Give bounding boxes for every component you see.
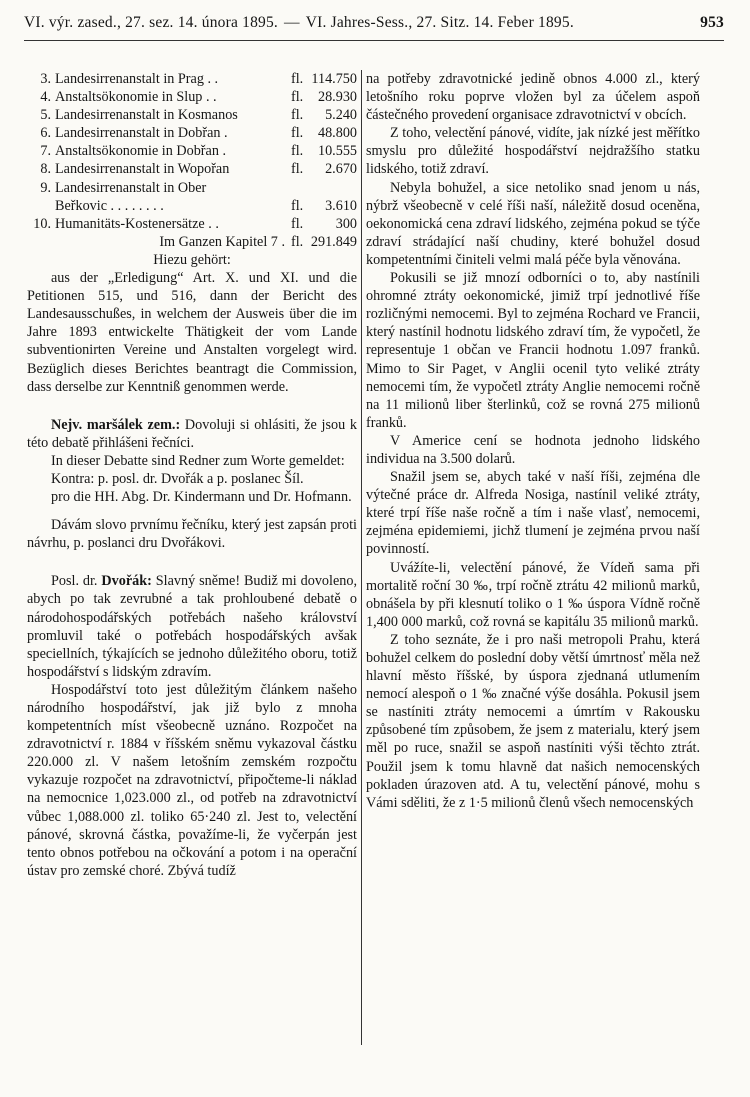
item-number: 6. [40,125,51,142]
budget-item [27,142,357,160]
item-currency: fl. [291,161,304,178]
right-column [366,70,700,812]
item-currency: fl. [291,215,304,232]
item-amount [305,179,357,197]
header-czech [24,14,574,32]
floor-given-paragraph: Dávám slovo prvnímu řečníku, který jest zapsán proti návrhu, p. poslanci dru Dvořákovi. [27,517,357,552]
header-separator: — [284,14,300,31]
marshal-paragraph [27,416,357,452]
budget-item [27,88,357,106]
item-amount: 28.930 [317,89,357,106]
running-header [24,14,724,41]
budget-item [27,215,357,233]
hiezu-heading: Hiezu gehört: [153,251,231,268]
speaker-prefix: Posl. dr. [51,573,102,590]
total-amount: 291.849 [310,233,357,250]
item-name: Landesirrenanstalt in Dobřan . [55,125,228,142]
item-amount: 300 [335,215,357,232]
item-name: Landesirrenanstalt in Prag . . [55,71,219,87]
budget-item [27,160,357,178]
item-number: 3. [40,71,51,87]
page-number: 953 [700,14,724,31]
total-label: Im Ganzen Kapitel 7 . [159,233,285,250]
item-number: 8. [40,161,51,178]
speaker-name: Nejv. maršálek zem.: [51,416,181,433]
item-name: Beřkovic . . . . . . . . [55,197,164,214]
dvorak-text: Slavný sněme! Budiž mi dovoleno, abych po tak zevrubné a tak prohloubené debatě o národohospodářských potřebách našeho království promluvil také o potřebách hospodářských avšak speciellních, týkajících se jednoho důležitého oboru, totiž hospodářství s lidským zdravím. [27,573,357,680]
item-amount: 114.750 [311,71,357,87]
header-right: VI. Jahres-Sess., 27. Sitz. 14. Feber 1895. [305,14,574,31]
item-number [27,197,55,215]
item-amount: 3.610 [325,197,357,214]
item-number: 7. [40,143,51,160]
item-currency: fl. [291,125,304,142]
paragraph-nosig: Snažil jsem se, abych také v naší říši, zejména dle výtečné práce dr. Alfreda Nosiga, nastínil veliké ztráty, které trpí říše naše ročně a tím i naše vlasť, nemocemi, zejména epidemiemi, jichž tlumení je zejména prvou naší povinností. [366,469,700,558]
speakers-intro: In dieser Debatte sind Redner zum Worte gemeldet: [51,452,345,469]
paragraph-america: V Americe cení se hodnota jednoho lidského individua na 3.500 dolarů. [366,432,700,467]
item-number: 9. [40,179,51,196]
dvorak-opening [27,572,357,681]
budget-item [27,106,357,124]
budget-list [27,70,357,233]
item-amount: 2.670 [325,161,357,178]
speakers-contra: Kontra: p. posl. dr. Dvořák a p. poslanec Šíl. [51,470,304,487]
total-currency: fl. [291,233,304,250]
speakers-pro: pro die HH. Abg. Dr. Kindermann und Dr. Hofmann. [51,489,352,506]
economy-paragraph: Hospodářství toto jest důležitým článkem našeho národního hospodářství, jak již bylo z mnoha kompetentních míst všeobecně uznáno. Rozpočet na zdravotnictví r. 1884 v říšském sněmu vykazoval částku 220.000 zl. V našem letošním zemském rozpočtu vykazuje rozpočet na zdravotnictví, připočteme-li náklad na nemocnice 1,023.000 zl., od potřeb na zdravotnictví vůbec 1,088.000 zl. toliko 65·240 zl. Jest to, velectění pánové, skrovná částka, považíme-li, že vyčerpán jest tento obnos potřebou na očkování a potom i na operační ústav pro zemské choré. Zbývá tudíž [27,681,357,879]
item-currency: fl. [291,197,304,214]
item-amount: 10.555 [317,143,357,160]
item-name: Humanitäts-Kostenersätze . . [55,215,219,232]
item-number: 10. [33,215,51,232]
item-currency: fl. [291,107,304,124]
item-currency: fl. [291,71,304,87]
column-divider [361,70,362,1045]
paragraph-value: Nebyla bohužel, a sice netoliko snad jenom u nás, nýbrž všeobecně v celé říši naší, náležitě dosud oceněna, oekonomická cena zdraví lidského, zejména pokud se týče zdraví strádající naší chudiny, které bohužel dosud kompetentními činiteli velmi malá péče byla věnována. [366,179,700,268]
speaker-name-dvorak: Dvořák: [101,573,152,590]
budget-total [27,233,357,251]
budget-item [27,70,357,88]
paragraph-experts: Pokusili se již mnozí odborníci o to, aby nastínili ohromné ztráty oekonomické, jimiž trpí jednotlivé říše rozličnými nemocemi. Byl to zejména Rochard ve Francii, který nastínil hodnotu lidského zdraví tím, že vypočetl, že representuje 1 občan ve Francii hodnotu 1.097 franků. Mimo to Sir Paget, v Anglii ocenil tyto veliké ztráty nemocemi tím, že vypočetl ztráty Anglie nemocemi ročně na 11 milionů liber šterlinků, což se rovná 275 milionů franků. [366,270,700,431]
item-name: Anstaltsökonomie in Slup . . [55,89,217,106]
continuation-paragraph: na potřeby zdravotnické jedině obnos 4.000 zl., který letošního roku poprve vložen byl za účelem aspoň částečného provedení organisace zdravotnictví v obcích. [366,71,700,124]
item-name: Landesirrenanstalt in Kosmanos [55,107,238,124]
commission-paragraph: aus der „Erledigung“ Art. X. und XI. und die Petitionen 515, und 516, dann der Bericht des Landesausschußes, in welchem der Ausweis über die im Jahre 1893 entwickelte Thätigkeit der vom Lande subventionirten Vereine und Anstalten vorgelegt wird. Bezüglich dieses Berichtes beantragt die Commission, dass derselbe zur Kenntniß genommen werde. [27,270,357,395]
item-amount: 48.800 [317,125,357,142]
item-currency [291,179,305,197]
paragraph-prague: Z toho seznáte, že i pro naši metropoli Prahu, která bohužel celkem do poslední doby větší úmrtnosť měla než hlavní město říšské, by úspora zjednaná utlumením nemocí alespoň o 1 ‰ značné výše dosáhla. Pokusil jsem se nastíniti ztráty nemocemi a úmrtím v Rakousku způsobené tím způsobem, že jsem z materialu, který jsem měl po ruce, snažil se aspoň nastíniti výši těchto ztrát. Použil jsem k tomu hlavně dat našich nemocenských pokladen úrazoven atd. A tu, velectění pánové, mohu s Vámi sděliti, že z 1·5 milionů členů všech nemocenských [366,631,700,811]
item-name: Landesirrenanstalt in Ober [55,179,207,196]
budget-item [27,124,357,142]
item-number: 4. [40,89,51,106]
item-currency: fl. [291,143,304,160]
item-currency: fl. [291,89,304,106]
header-left: VI. výr. zased., 27. sez. 14. února 1895. [24,14,278,31]
item-name: Landesirrenanstalt in Wopořan [55,161,230,178]
paragraph-vienna: Uvážíte-li, velectění pánové, že Vídeň sama při mortalitě roční 30 ‰, trpí ročně ztrátu 42 milionů marků, obnášela by při klesnutí toliko o 1 ‰ úspora Vídně ročně 1,400 000 marků, což rovná se kapitálu 35 milionů marků. [366,559,700,630]
item-amount: 5.240 [325,107,357,124]
budget-item [27,197,357,215]
budget-item [27,179,357,197]
left-column [27,70,357,880]
paragraph-measure: Z toho, velectění pánové, vidíte, jak nízké jest měřítko smyslu pro důležité hospodářství nejdražšího statku lidského, totiž zdraví. [366,125,700,178]
marshal-text: Dovoluji si ohlásiti, že jsou k této debatě přihlášeni řečníci. [27,416,357,451]
item-name: Anstaltsökonomie in Dobřan . [55,143,227,160]
item-number: 5. [40,107,51,124]
